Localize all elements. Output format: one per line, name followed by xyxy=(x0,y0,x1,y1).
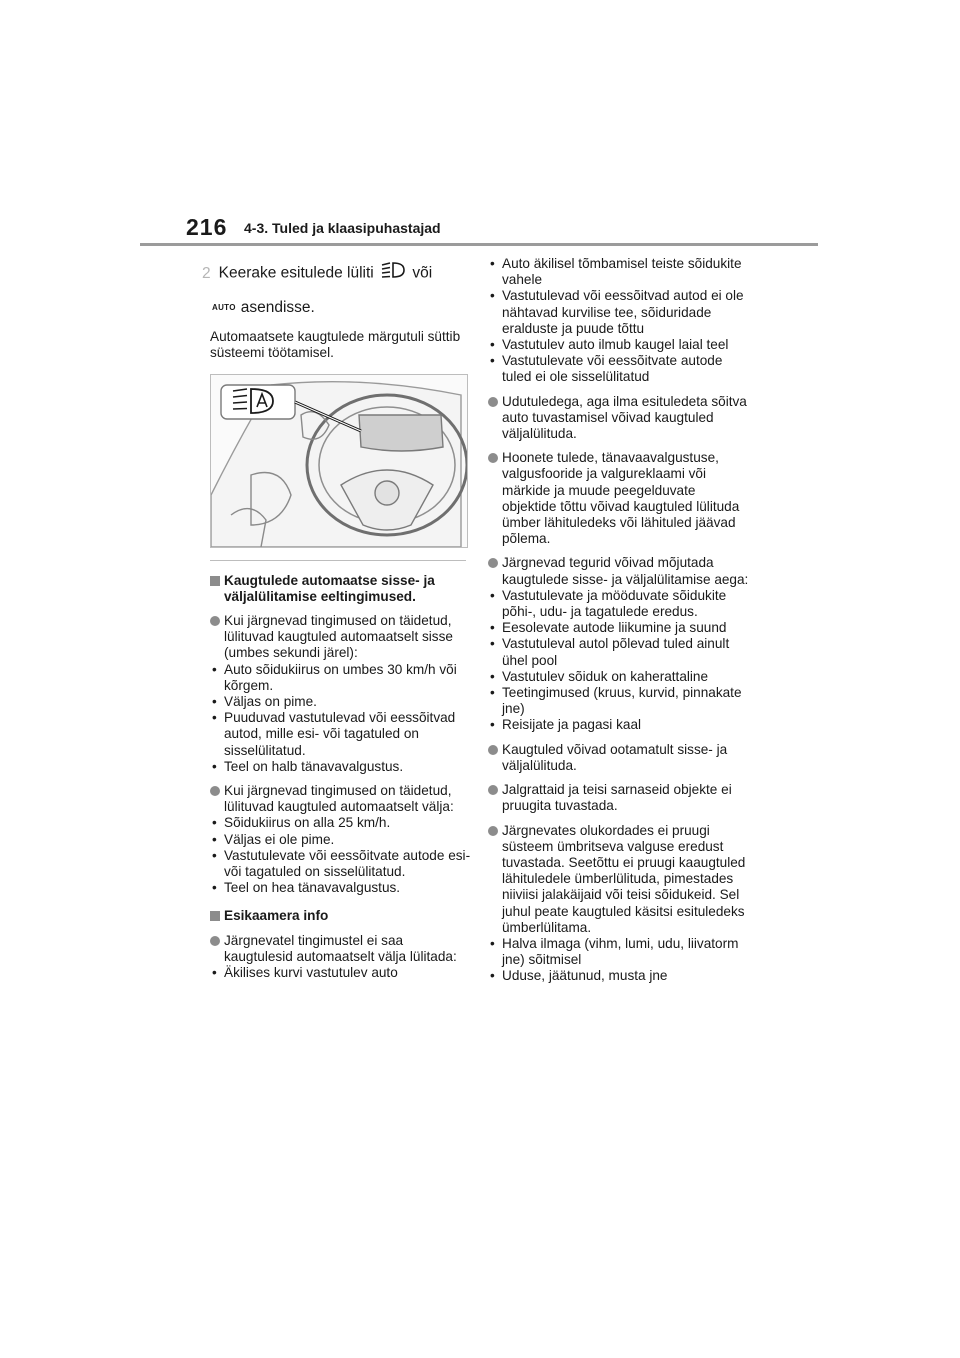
list-item: • Vastutulevad või eessõitvad autod ei ole nähtavad kurvilise tee, sõiduridade eralduste ja puude tõttu xyxy=(490,288,744,336)
circle-bullet-icon xyxy=(488,826,498,836)
list-item: • Puuduvad vastutulevad või eessõitvad autod, mille esi- või tagatuled on sisselülitatud. xyxy=(212,710,456,758)
list-item: • Vastutulevate või eessõitvate autode tuled ei ole sisselülitatud xyxy=(490,353,723,385)
circle-bullet-icon xyxy=(488,397,498,407)
list-item: • Väljas on pime. xyxy=(212,693,317,709)
list-item: • Auto äkilisel tõmbamisel teiste sõidukite vahele xyxy=(490,256,742,288)
step-number: 2 xyxy=(202,264,211,282)
header-divider xyxy=(140,243,818,246)
list-item: • Äkilises kurvi vastutulev auto xyxy=(212,964,398,980)
heading-preconditions: Kaugtulede automaatse sisse- ja väljalülitamise eeltingimused. xyxy=(210,573,472,605)
circle-bullet-icon xyxy=(210,936,220,946)
list-item: • Vastutulev sõiduk on kaherattaline xyxy=(490,668,709,684)
list-item: • Teetingimused (kruus, kurvid, pinnakate jne) xyxy=(490,685,742,717)
circle-bullet-icon xyxy=(488,558,498,568)
bullet-auto-off: Kui järgnevad tingimused on täidetud, lülituvad kaugtuled automaatselt välja: • Sõidukiirus on alla 25 km/h. • Väljas ei ole pime. • Vastutulevate või eessõitvate autode esi- või tagatuled on sisselülitatud. • Teel on hea tänavavalgustus. xyxy=(212,782,471,896)
bullet-fog-lights: Udutuledega, aga ilma esituledeta sõitva auto tuvastamisel võivad kaugtuled väljalülituda. xyxy=(488,394,750,443)
right-column xyxy=(488,256,750,985)
circle-bullet-icon xyxy=(210,616,220,626)
bullet-auto-on: Kui järgnevad tingimused on täidetud, lülituvad kaugtuled automaatselt sisse (umbes sekundi järel): • Auto sõidukiirus on umbes 30 km/h või kõrgem. • Väljas on pime. • Puuduvad vastutulevad või eessõitvad autod, mille esi- või tagatuled on sisselülitatud. • Teel on halb tänavavalgustus. xyxy=(210,613,472,775)
list-item: • Halva ilmaga (vihm, lumi, udu, liivatorm jne) sõitmisel xyxy=(490,935,739,968)
continued-list xyxy=(488,256,750,386)
square-bullet-icon xyxy=(210,911,220,921)
bullet-camera-limits: Järgnevatel tingimustel ei saa kaugtulesid automaatselt välja lülitada: • Äkilises kurvi vastutulev auto xyxy=(210,933,472,982)
figure-divider xyxy=(210,560,466,561)
page-number: 216 xyxy=(186,214,228,240)
left-column xyxy=(202,256,472,981)
bullet-bicycles: Jalgrattaid ja teisi sarnaseid objekte ei pruugita tuvastada. xyxy=(488,782,750,814)
list-item: • Teel on hea tänavavalgustus. xyxy=(212,880,401,896)
bullet-unexpected-switch: Kaugtuled võivad ootamatult sisse- ja väljalülituda. xyxy=(488,742,750,774)
list-item: • Uduse, jäätunud, musta jne xyxy=(490,968,668,984)
bullet-brightness-detection: Järgnevates olukordades ei pruugi süsteem ümbritseva valguse eredust tuvastada. Seetõttu ei pruugi kaaugtuled lähituledele ümberlülituda, pimestades niiviisi jalakäijaid või teisi sõidukeid. Sel juhul peate kaugtuled käsitsi esituledeks ümberlülitama. • Halva ilmaga (vihm, lumi, udu, liivatorm jne) sõitmisel • Uduse, jäätunud, musta jne xyxy=(488,823,750,985)
list-item: • Sõidukiirus on alla 25 km/h. xyxy=(212,815,391,831)
auto-switch-label: AUTO xyxy=(212,303,236,312)
step-text-after: asendisse. xyxy=(240,299,315,317)
square-bullet-icon xyxy=(210,576,220,586)
circle-bullet-icon xyxy=(488,745,498,755)
step-text-before: Keerake esitulede lüliti xyxy=(218,264,374,282)
list-item: • Väljas ei ole pime. xyxy=(212,831,335,847)
step-2 xyxy=(202,262,472,319)
step-text-or: või xyxy=(412,264,433,282)
circle-bullet-icon xyxy=(210,786,220,796)
list-item: • Vastutuleval autol põlevad tuled ainult ühel pool xyxy=(490,636,730,668)
list-item: • Vastutulev auto ilmub kaugel laial teel xyxy=(490,337,729,353)
circle-bullet-icon xyxy=(488,453,498,463)
list-item: • Auto sõidukiirus on umbes 30 km/h või kõrgem. xyxy=(212,661,457,693)
bullet-timing-factors: Järgnevad tegurid võivad mõjutada kaugtulede sisse- ja väljalülitamise aega: • Vastutulevate ja mööduvate sõidukite põhi-, udu- ja tagatulede eredus. • Eesolevate autode liikumine ja suund • Vastutuleval autol põlevad tuled ainult ühel pool • Vastutulev sõiduk on kaherattaline • Teetingimused (kruus, kurvid, pinnakate jne) • Reisijate ja pagasi kaal xyxy=(490,555,749,733)
dashboard-illustration xyxy=(210,374,468,548)
list-item: • Reisijate ja pagasi kaal xyxy=(490,717,642,733)
section-title: 4-3. Tuled ja klaasipuhastajad xyxy=(244,220,441,236)
circle-bullet-icon xyxy=(488,785,498,795)
intro-text: Automaatsete kaugtulede märgutuli süttib süsteemi töötamisel. xyxy=(210,329,461,361)
list-item: • Eesolevate autode liikumine ja suund xyxy=(490,620,727,636)
bullet-reflections: Hoonete tulede, tänavaavalgustuse, valgusfooride ja valgureklaami või märkide ja muude peegelduvate objektide tõttu võivad kaugtuled lülituda ümber lähituledeks või lähituled jäävad põlema. xyxy=(488,450,750,547)
list-item: • Vastutulevate või eessõitvate autode esi- või tagatuled on sisselülitatud. xyxy=(212,847,471,879)
list-item: • Teel on halb tänavavalgustus. xyxy=(212,758,404,774)
list-item: • Vastutulevate ja mööduvate sõidukite põhi-, udu- ja tagatulede eredus. xyxy=(490,587,727,620)
headlight-icon xyxy=(381,262,405,285)
heading-camera-info: Esikaamera info xyxy=(210,908,472,924)
